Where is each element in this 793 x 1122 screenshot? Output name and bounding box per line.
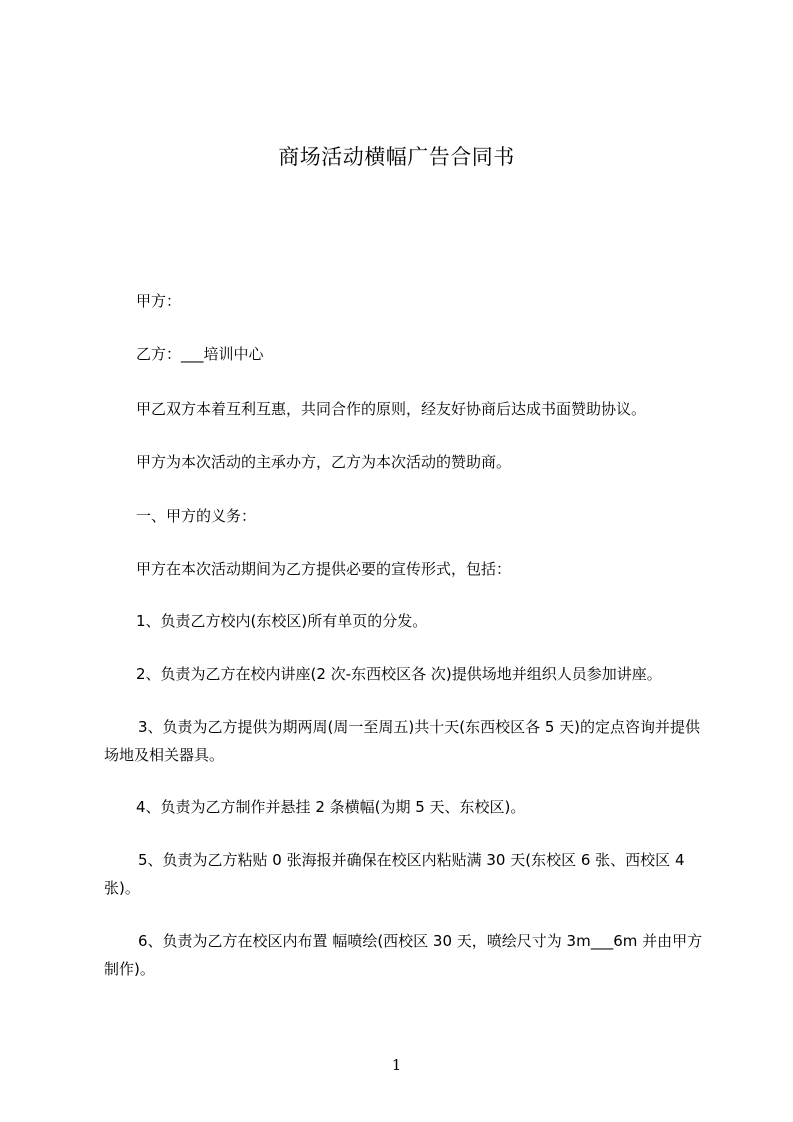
paragraph-party-a: 甲方： — [136, 292, 182, 310]
paragraph-roles: 甲方为本次活动的主承办方，乙方为本次活动的赞助商。 — [136, 453, 512, 471]
obligation-item-6: 6、负责为乙方在校区内布置 幅喷绘(西校区 30 天，喷绘尺寸为 3m___6m 并由甲方制作)。 — [104, 932, 703, 978]
page-number: 1 — [391, 1056, 402, 1074]
paragraph-agreement-intro: 甲乙双方本着互利互惠，共同合作的原则，经友好协商后达成书面赞助协议。 — [136, 400, 647, 418]
section-heading-party-a-obligations: 一、甲方的义务： — [136, 507, 257, 525]
obligation-item-5: 5、负责为乙方粘贴 0 张海报并确保在校区内粘贴满 30 天(东校区 6 张、西校区 4 张)。 — [104, 851, 690, 897]
obligation-item-2: 2、负责为乙方在校内讲座(2 次-东西校区各 次)提供场地并组织人员参加讲座。 — [136, 665, 662, 683]
obligation-item-3: 3、负责为乙方提供为期两周(周一至周五)共十天(东西校区各 5 天)的定点咨询并提供场地及相关器具。 — [104, 718, 701, 764]
obligation-item-1: 1、负责乙方校内(东校区)所有单页的分发。 — [136, 612, 428, 630]
paragraph-obligations-intro: 甲方在本次活动期间为乙方提供必要的宣传形式，包括： — [136, 560, 512, 578]
paragraph-party-b: 乙方：___培训中心 — [136, 345, 264, 363]
document-title: 商场活动横幅广告合同书 — [278, 145, 515, 169]
obligation-item-4: 4、负责为乙方制作并悬挂 2 条横幅(为期 5 天、东校区)。 — [136, 798, 526, 816]
